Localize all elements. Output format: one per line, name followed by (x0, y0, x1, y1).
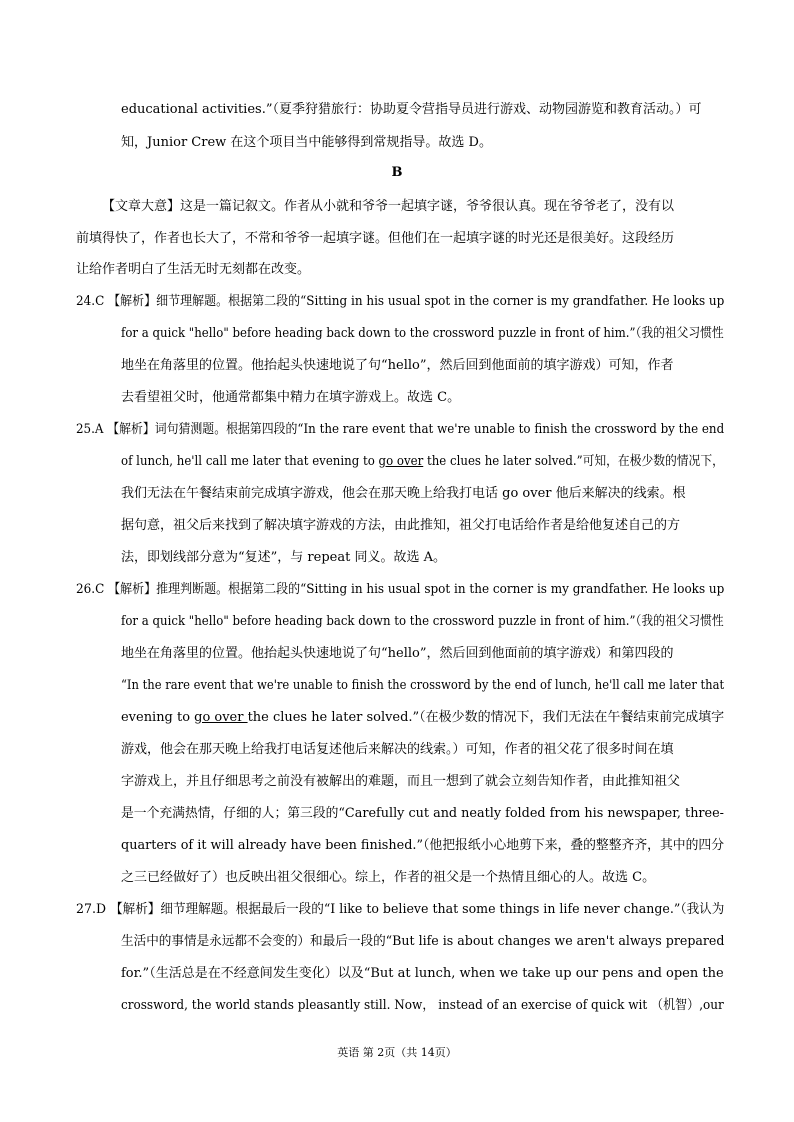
question-24-line: 24.C 【解析】细节理解题。根据第二段的“Sitting in his usual spot in the corner is my grandfather. He looks up (76, 294, 725, 309)
text-segment: the clues he later solved.”可知，在极少数的情况下， (423, 454, 724, 469)
section-heading: B (391, 165, 403, 180)
text-line: for a quick "hello" before heading back down to the crossword puzzle in front of him.”（我的祖父习惯性 (121, 326, 724, 341)
text-line: 生活中的事情是永远都不会变的）和最后一段的“But life is about changes we aren't always prepared (121, 934, 725, 949)
text-line: quarters of it will already have been finished.”（他把报纸小心地剪下来，叠的整整齐齐，其中的四分 (121, 838, 725, 853)
text-line: 据句意，祖父后来找到了解决填字游戏的方法，由此推知，祖父打电话给作者是给他复述自己的方 (121, 518, 681, 533)
text-line (121, 709, 724, 727)
underlined-phrase: go over (194, 710, 248, 725)
question-27-line: 27.D 【解析】细节理解题。根据最后一段的“I like to believe that some things in life never change.”（我认为 (76, 902, 725, 917)
text-line: 法，即划线部分意为“复述”，与 repeat 同义。故选 A。 (121, 550, 446, 565)
text-line: 让给作者明白了生活无时无刻都在改变。 (76, 262, 311, 277)
text-line (121, 453, 724, 471)
question-25-line: 25.A 【解析】词句猜测题。根据第四段的“In the rare event that we're unable to finish the crossword by the end (76, 422, 725, 437)
text-segment: of lunch, he'll call me later that evening to (121, 454, 379, 469)
question-26-line: 26.C 【解析】推理判断题。根据第二段的“Sitting in his usual spot in the corner is my grandfather. He looks up (76, 582, 725, 597)
text-line: for.”（生活总是在不经意间发生变化）以及“But at lunch, when we take up our pens and open the (121, 966, 724, 981)
text-segment: evening to (121, 710, 195, 725)
text-line: 字游戏上，并且仔细思考之前没有被解出的难题，而且一想到了就会立刻告知作者，由此推知祖父 (121, 774, 681, 789)
text-line: 地坐在角落里的位置。他抬起头快速地说了句“hello”，然后回到他面前的填字游戏）和第四段的 (121, 646, 674, 661)
text-line: crossword, the world stands pleasantly still. Now， instead of an exercise of quick wit （机智）,our (121, 998, 724, 1013)
text-line: 之三已经做好了）也反映出祖父很细心。综上，作者的祖父是一个热情且细心的人。故选 C。 (121, 870, 656, 885)
text-line: 【文章大意】这是一篇记叙文。作者从小就和爷爷一起填字谜，爷爷很认真。现在爷爷老了，没有以 (102, 199, 675, 214)
text-line: 前填得快了，作者也长大了，不常和爷爷一起填字谜。但他们在一起填字谜的时光还是很美好。这段经历 (76, 231, 675, 246)
text-line: 游戏，他会在那天晚上给我打电话复述他后来解决的线索。）可知，作者的祖父花了很多时间在填 (121, 742, 674, 757)
text-line: 我们无法在午餐结束前完成填字游戏，他会在那天晚上给我打电话 go over 他后来解决的线索。根 (121, 486, 686, 501)
text-line: “In the rare event that we're unable to finish the crossword by the end of lunch, he'll call me later that (121, 678, 725, 693)
text-segment: the clues he later solved.”（在极少数的情况下，我们无法在午餐结束前完成填字 (247, 710, 725, 725)
text-line: 去看望祖父时，他通常都集中精力在填字游戏上。故选 C。 (121, 390, 461, 405)
text-line: for a quick "hello" before heading back down to the crossword puzzle in front of him.”（我的祖父习惯性 (121, 614, 724, 629)
underlined-phrase: go over (378, 454, 424, 469)
text-line: 地坐在角落里的位置。他抬起头快速地说了句“hello”，然后回到他面前的填字游戏）可知，作者 (121, 358, 674, 373)
page-footer: 英语 第 2页（共 14页） (337, 1046, 457, 1059)
text-line: educational activities.”（夏季狩猎旅行：协助夏令营指导员进行游戏、动物园游览和教育活动。）可 (121, 102, 702, 117)
text-line: 是一个充满热情，仔细的人；第三段的“Carefully cut and neatly folded from his newspaper, three- (121, 806, 725, 821)
text-line: 知，Junior Crew 在这个项目当中能够得到常规指导。故选 D。 (121, 135, 492, 150)
